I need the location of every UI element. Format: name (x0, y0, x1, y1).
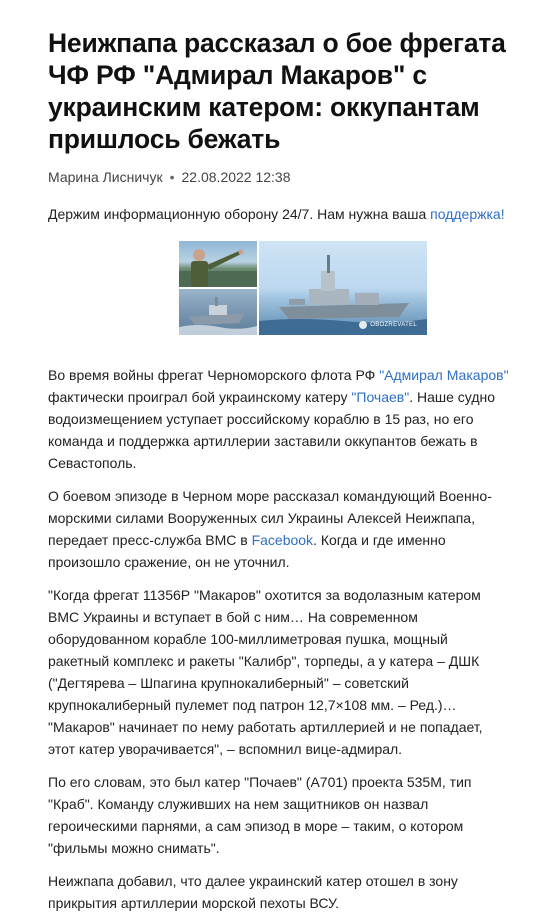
link-pochaev[interactable]: "Почаев" (351, 389, 410, 405)
paragraph-1: Во время войны фрегат Черноморского флота РФ "Адмирал Макаров" фактически проиграл бой украинскому катеру "Почаев". Наше судно водоизмещением уступает российскому кораблю в 15 раз, но его команда и поддержка артиллерии заставили оккупантов бежать в Севастополь. (48, 367, 509, 471)
photo-frigate (259, 241, 427, 335)
publish-date: 22.08.2022 12:38 (181, 169, 291, 185)
meta-separator: • (169, 169, 175, 185)
paragraph-4: По его словам, это был катер "Почаев" (А701) проекта 535М, тип "Краб". Команду служивших на нем защитников он назвал героическими парнями, а сам эпизод в море – таким, о котором "фильмы можно снимать". (48, 774, 472, 856)
paragraph-2: О боевом эпизоде в Черном море рассказал командующий Военно-морскими силами Вооруженных сил Украины Алексей Неижпапа, передает пресс-служба ВМС в Facebook. Когда и где именно произошло сражение, он не уточнил. (48, 488, 492, 570)
watermark-logo-icon (359, 321, 367, 329)
paragraph-5: Неижпапа добавил, что далее украинский катер отошел в зону прикрытия артиллерии морской пехоты ВСУ. (48, 873, 458, 911)
author-name[interactable]: Марина Лисничук (48, 169, 163, 185)
article-title: Неижпапа рассказал о бое фрегата ЧФ РФ "Адмирал Макаров" с украинским катером: оккупантам пришлось бежать (48, 28, 506, 154)
support-text: Держим информационную оборону 24/7. Нам нужна ваша (48, 206, 431, 222)
watermark: OBOZREVATEL (359, 321, 417, 329)
paragraph-3: "Когда фрегат 11356Р "Макаров" охотится за водолазным катером ВМС Украины и вступает в бой с ним… На современном оборудованном корабле 100-миллиметровая пушка, мощный ракетный комплекс и ракеты "Калибр", торпеды, а у катера – ДШК ("Дегтярева – Шпагина крупнокалиберный" – советский крупнокалиберный пулемет под патрон 12,7×108 мм. – Ред.)… "Макаров" начинает по нему работать артиллерией и не попадает, этот катер уворачивается", – вспомнил вице-адмирал. (48, 587, 483, 757)
article-meta (48, 167, 510, 187)
link-facebook[interactable]: Facebook (251, 532, 314, 548)
photo-patrol-boat (179, 289, 257, 335)
link-admiral-makarov[interactable]: "Адмирал Макаров" (379, 367, 509, 383)
article-image-collage[interactable] (179, 241, 427, 335)
support-link[interactable]: поддержка! (430, 206, 505, 222)
support-banner (48, 204, 510, 224)
photo-commander (179, 241, 257, 287)
